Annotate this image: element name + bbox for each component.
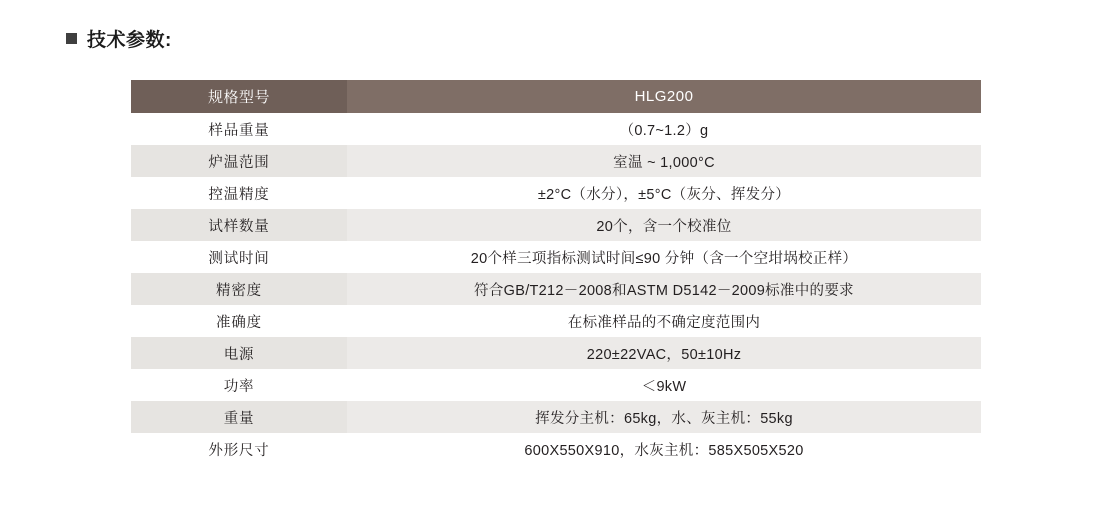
row-value: ＜9kW [347, 369, 981, 401]
square-bullet-icon [66, 33, 77, 44]
table-row [131, 337, 981, 369]
row-label: 测试时间 [131, 241, 347, 273]
row-value: 挥发分主机：65kg，水、灰主机：55kg [347, 401, 981, 433]
table-row [131, 241, 981, 273]
row-value: （0.7~1.2）g [347, 113, 981, 145]
table-row [131, 177, 981, 209]
row-value: 20个样三项指标测试时间≤90 分钟（含一个空坩埚校正样） [347, 241, 981, 273]
page-title-label: 技术参数: [87, 30, 172, 51]
row-value: 220±22VAC，50±10Hz [347, 337, 981, 369]
row-value: 符合GB/T212－2008和ASTM D5142－2009标准中的要求 [347, 273, 981, 305]
column-header-model-name: HLG200 [347, 80, 981, 113]
row-value: 20个，含一个校准位 [347, 209, 981, 241]
row-label: 外形尺寸 [131, 433, 347, 465]
row-label: 精密度 [131, 273, 347, 305]
row-value: 室温 ~ 1,000°C [347, 145, 981, 177]
table-row [131, 433, 981, 465]
row-value: 600X550X910，水灰主机：585X505X520 [347, 433, 981, 465]
row-label: 准确度 [131, 305, 347, 337]
table-row [131, 113, 981, 145]
table-row [131, 305, 981, 337]
table-row [131, 369, 981, 401]
table-row [131, 273, 981, 305]
row-label: 控温精度 [131, 177, 347, 209]
table-header-row [131, 80, 981, 113]
row-value: 在标准样品的不确定度范围内 [347, 305, 981, 337]
row-label: 炉温范围 [131, 145, 347, 177]
row-label: 电源 [131, 337, 347, 369]
page-title [66, 25, 172, 52]
row-label: 试样数量 [131, 209, 347, 241]
table-body [131, 113, 981, 465]
specifications-table [131, 80, 981, 465]
table-row [131, 145, 981, 177]
row-label: 样品重量 [131, 113, 347, 145]
row-label: 功率 [131, 369, 347, 401]
row-value: ±2°C（水分），±5°C（灰分、挥发分） [347, 177, 981, 209]
row-label: 重量 [131, 401, 347, 433]
column-header-model-spec: 规格型号 [131, 80, 347, 113]
table-row [131, 401, 981, 433]
table-row [131, 209, 981, 241]
